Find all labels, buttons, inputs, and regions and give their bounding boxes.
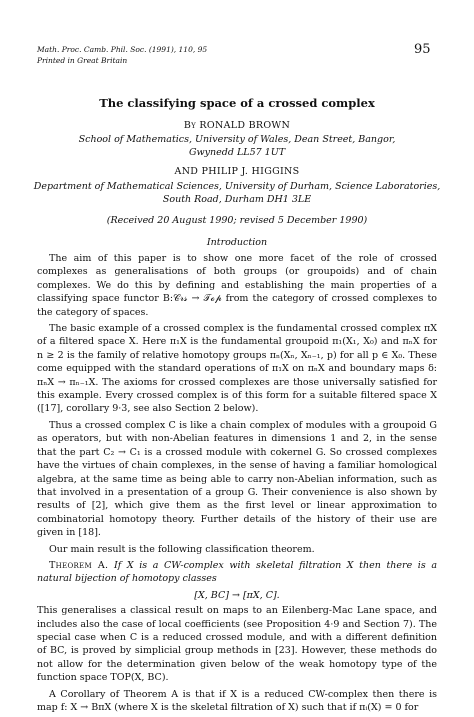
- section-heading: Introduction: [206, 237, 268, 248]
- printed-note: Printed in Great Britain: [37, 56, 128, 65]
- theorem-label: Theorem A.: [49, 559, 109, 571]
- theorem-statement: If X is a CW-complex with skeletal filtration X then there is a natural bijection of homotopy classes: [37, 559, 437, 585]
- paragraph-4: Our main result is the following classification theorem.: [49, 543, 315, 555]
- paragraph-2: The basic example of a crossed complex is the fundamental crossed complex πX of a filtered space X. Here π₁X is the fundamental groupoid π₁(X₁, X₀) and πₙX for n ≥ 2 is the family of relative homotopy groups πₙ(Xₙ, Xₙ₋₁, p) for all p ∈ X₀. These come equipped with the standard operations of π₁X on πₙX and boundary maps δ: πₙX → πₙ₋₁X. The axioms for crossed complexes are those universally satisfied for this example. Every crossed complex is of this form for a suitable filtered space X ([17], corollary 9·3, see also Section 2 below).: [37, 323, 437, 415]
- affiliation-2-line-2: South Road, Durham DH1 3LE: [162, 194, 312, 205]
- paragraph-6: A Corollary of Theorem A is that if X is a reduced CW-complex then there is map f: X → BπX (where X is the skeletal filtration of X) such that if πᵢ(X) = 0 for: [37, 688, 437, 713]
- author-line-1: By RONALD BROWN: [183, 120, 291, 131]
- received-dates: (Received 20 August 1990; revised 5 December 1990): [106, 215, 368, 226]
- theorem-a: [37, 559, 437, 586]
- display-equation: [X, BC] → [πX, C].: [194, 589, 280, 601]
- affiliation-1-line-1: School of Mathematics, University of Wales, Dean Street, Bangor,: [78, 134, 396, 145]
- paragraph-3: Thus a crossed complex C is like a chain complex of modules with a groupoid G as operators, but with non-Abelian features in dimensions 1 and 2, in the sense that the part C₂ → C₁ is a crossed module with cokernel G. So crossed complexes have the virtues of chain complexes, in the sense of having a familiar homological algebra, at the same time as being able to carry non-Abelian information, such as that involved in a presentation of a group G. Their convenience is also shown by results of [2], which give them as the first level or linear approximation to combinatorial homotopy theory. Further details of the history of their use are given in [18].: [37, 419, 437, 539]
- journal-citation: Math. Proc. Camb. Phil. Soc. (1991), 110, 95: [37, 45, 208, 54]
- affiliation-2-line-1: Department of Mathematical Sciences, University of Durham, Science Laboratories,: [33, 181, 441, 192]
- affiliation-1-line-2: Gwynedd LL57 1UT: [188, 147, 286, 158]
- paragraph-1: The aim of this paper is to show one more facet of the role of crossed complexes as generalisations of both groups (or groupoids) and of chain complexes. We do this by defining and establishing the main properties of a classifying space functor B:𝒞𝓇𝓈 → 𝒯ℴ𝓅 from the category of crossed complexes to the category of spaces.: [37, 253, 437, 318]
- article-title: The classifying space of a crossed complex: [99, 96, 375, 110]
- author-line-2: AND PHILIP J. HIGGINS: [174, 166, 300, 177]
- running-header: [37, 44, 207, 66]
- paragraph-5: This generalises a classical result on maps to an Eilenberg-Mac Lane space, and includes also the case of local coefficients (see Proposition 4·9 and Section 7). The special case when C is a reduced crossed module, and with a different definition of BC, is proved by simplicial group methods in [23]. However, these methods do not allow for the determination given below of the weak homotopy type of the function space TOP(X, BC).: [37, 605, 437, 684]
- article-body: [37, 252, 437, 717]
- page-number: 95: [414, 42, 431, 57]
